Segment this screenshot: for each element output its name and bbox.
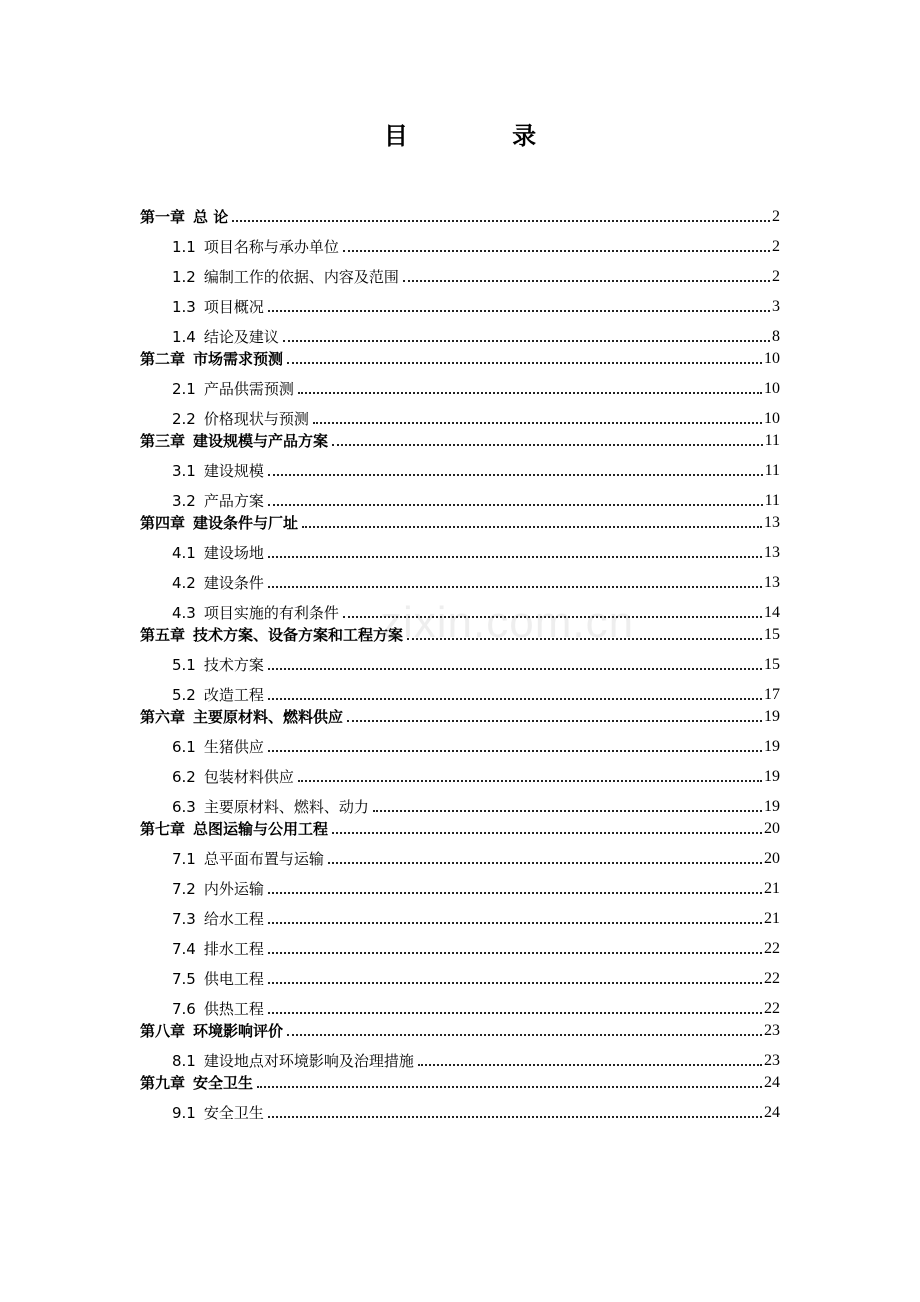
toc-entry-number: 2.2 bbox=[172, 410, 196, 428]
toc-page-number: 3 bbox=[772, 298, 780, 315]
toc-entry-label bbox=[140, 514, 300, 532]
toc-entry-label bbox=[172, 798, 371, 816]
toc-entry-number: 第二章 bbox=[140, 350, 186, 368]
toc-entry-label bbox=[172, 380, 296, 398]
toc-section-entry[interactable] bbox=[140, 786, 780, 816]
toc-section-entry[interactable] bbox=[140, 286, 780, 316]
toc-page-number: 22 bbox=[764, 1000, 780, 1017]
toc-entry-number: 1.1 bbox=[172, 238, 196, 256]
toc-section-entry[interactable] bbox=[140, 868, 780, 898]
toc-section-entry[interactable] bbox=[140, 644, 780, 674]
toc-entry-text: 生猪供应 bbox=[203, 738, 264, 756]
toc-entry-text: 总平面布置与运输 bbox=[203, 850, 324, 868]
toc-page-number: 22 bbox=[764, 970, 780, 987]
toc-entry-label bbox=[172, 656, 266, 674]
toc-page-number: 19 bbox=[764, 768, 780, 785]
dot-leader bbox=[302, 525, 762, 528]
toc-section-entry[interactable] bbox=[140, 1092, 780, 1122]
toc-page-number: 15 bbox=[764, 656, 780, 673]
toc-entry-number: 6.3 bbox=[172, 798, 196, 816]
toc-entry-label bbox=[140, 208, 230, 226]
toc-entry-text: 建设条件与厂址 bbox=[193, 514, 299, 532]
dot-leader bbox=[268, 891, 762, 894]
toc-entry-text: 改造工程 bbox=[203, 686, 264, 704]
toc-entry-number: 8.1 bbox=[172, 1052, 196, 1070]
toc-entry-label bbox=[172, 850, 326, 868]
toc-chapter-entry[interactable] bbox=[140, 622, 780, 644]
toc-chapter-entry[interactable] bbox=[140, 1070, 780, 1092]
dot-leader bbox=[257, 1085, 762, 1088]
page-title: 目 录 bbox=[383, 122, 585, 150]
toc-page-number: 21 bbox=[764, 880, 780, 897]
toc-entry-text: 供电工程 bbox=[203, 970, 264, 988]
toc-entry-number: 1.4 bbox=[172, 328, 196, 346]
dot-leader bbox=[418, 1063, 762, 1066]
toc-section-entry[interactable] bbox=[140, 838, 780, 868]
dot-leader bbox=[268, 951, 762, 954]
toc-page-number: 19 bbox=[764, 738, 780, 755]
toc-entry-number: 3.2 bbox=[172, 492, 196, 510]
toc-entry-label bbox=[140, 820, 330, 838]
toc-page-number: 11 bbox=[764, 432, 780, 449]
toc-entry-number: 3.1 bbox=[172, 462, 196, 480]
toc-entry-number: 6.2 bbox=[172, 768, 196, 786]
toc-entry-text: 市场需求预测 bbox=[193, 350, 284, 368]
dot-leader bbox=[268, 1011, 762, 1014]
toc-page-number: 24 bbox=[764, 1104, 780, 1121]
toc-entry-text: 供热工程 bbox=[203, 1000, 264, 1018]
toc-entry-label bbox=[172, 298, 266, 316]
toc-page-number: 11 bbox=[764, 492, 780, 509]
dot-leader bbox=[287, 1033, 762, 1036]
toc-page-number: 14 bbox=[764, 604, 780, 621]
toc-section-entry[interactable] bbox=[140, 398, 780, 428]
toc-entry-number: 5.2 bbox=[172, 686, 196, 704]
dot-leader bbox=[268, 981, 762, 984]
toc-entry-label bbox=[172, 940, 266, 958]
toc-section-entry[interactable] bbox=[140, 674, 780, 704]
dot-leader bbox=[268, 667, 762, 670]
toc-entry-label bbox=[172, 544, 266, 562]
dot-leader bbox=[283, 339, 770, 342]
watermark: zixin.com.cn bbox=[380, 598, 635, 647]
toc-entry-number: 7.6 bbox=[172, 1000, 196, 1018]
toc-entry-text: 总图运输与公用工程 bbox=[193, 820, 329, 838]
toc-entry-text: 产品供需预测 bbox=[203, 380, 294, 398]
toc-entry-number: 7.4 bbox=[172, 940, 196, 958]
toc-chapter-entry[interactable] bbox=[140, 428, 780, 450]
dot-leader bbox=[373, 809, 762, 812]
toc-page-number: 21 bbox=[764, 910, 780, 927]
toc-entry-number: 第七章 bbox=[140, 820, 186, 838]
toc-entry-number: 第五章 bbox=[140, 626, 186, 644]
toc-entry-label bbox=[172, 604, 341, 622]
dot-leader bbox=[332, 831, 762, 834]
toc-section-entry[interactable] bbox=[140, 928, 780, 958]
toc-entry-text: 价格现状与预测 bbox=[203, 410, 309, 428]
dot-leader bbox=[268, 555, 762, 558]
toc-entry-text: 给水工程 bbox=[203, 910, 264, 928]
toc-chapter-entry[interactable] bbox=[140, 346, 780, 368]
toc-page-number: 20 bbox=[764, 850, 780, 867]
toc-entry-text: 技术方案 bbox=[203, 656, 264, 674]
toc-chapter-entry[interactable] bbox=[140, 510, 780, 532]
dot-leader bbox=[347, 719, 762, 722]
toc-entry-number: 第一章 bbox=[140, 208, 186, 226]
table-of-contents bbox=[140, 204, 780, 1122]
toc-entry-label bbox=[172, 462, 266, 480]
toc-entry-label bbox=[172, 1000, 266, 1018]
toc-section-entry[interactable] bbox=[140, 368, 780, 398]
dot-leader bbox=[332, 443, 763, 446]
toc-entry-label bbox=[172, 970, 266, 988]
toc-entry-label bbox=[140, 1022, 285, 1040]
toc-entry-label bbox=[172, 328, 281, 346]
toc-section-entry[interactable] bbox=[140, 756, 780, 786]
toc-entry-number: 4.3 bbox=[172, 604, 196, 622]
dot-leader bbox=[328, 861, 762, 864]
toc-entry-text: 建设地点对环境影响及治理措施 bbox=[203, 1052, 414, 1070]
toc-entry-text: 项目名称与承办单位 bbox=[203, 238, 339, 256]
toc-page-number: 2 bbox=[772, 268, 780, 285]
toc-entry-label bbox=[172, 1052, 416, 1070]
toc-entry-number: 第六章 bbox=[140, 708, 186, 726]
toc-section-entry[interactable] bbox=[140, 898, 780, 928]
toc-entry-label bbox=[172, 880, 266, 898]
toc-entry-text: 包装材料供应 bbox=[203, 768, 294, 786]
dot-leader bbox=[343, 615, 762, 618]
toc-entry-number: 7.2 bbox=[172, 880, 196, 898]
toc-entry-label bbox=[140, 432, 330, 450]
toc-entry-text: 内外运输 bbox=[203, 880, 264, 898]
toc-entry-label bbox=[172, 574, 266, 592]
toc-page-number: 13 bbox=[764, 574, 780, 591]
toc-page-number: 24 bbox=[764, 1074, 780, 1091]
toc-entry-label bbox=[140, 626, 405, 644]
toc-entry-number: 第八章 bbox=[140, 1022, 186, 1040]
toc-chapter-entry[interactable] bbox=[140, 704, 780, 726]
dot-leader bbox=[407, 637, 762, 640]
toc-page-number: 11 bbox=[764, 462, 780, 479]
toc-page-number: 2 bbox=[772, 238, 780, 255]
toc-section-entry[interactable] bbox=[140, 316, 780, 346]
toc-entry-text: 项目实施的有利条件 bbox=[203, 604, 339, 622]
toc-entry-label bbox=[172, 738, 266, 756]
toc-chapter-entry[interactable] bbox=[140, 816, 780, 838]
toc-entry-label bbox=[172, 410, 311, 428]
dot-leader bbox=[403, 279, 770, 282]
dot-leader bbox=[298, 779, 762, 782]
toc-entry-label bbox=[172, 768, 296, 786]
toc-entry-number: 2.1 bbox=[172, 380, 196, 398]
dot-leader bbox=[287, 361, 762, 364]
toc-page-number: 10 bbox=[764, 350, 780, 367]
dot-leader bbox=[298, 391, 762, 394]
toc-section-entry[interactable] bbox=[140, 726, 780, 756]
toc-entry-text: 安全卫生 bbox=[193, 1074, 254, 1092]
dot-leader bbox=[232, 219, 770, 222]
toc-entry-text: 结论及建议 bbox=[203, 328, 279, 346]
dot-leader bbox=[268, 921, 762, 924]
toc-entry-number: 第四章 bbox=[140, 514, 186, 532]
toc-entry-label bbox=[172, 1104, 266, 1122]
toc-entry-label bbox=[172, 492, 266, 510]
toc-section-entry[interactable] bbox=[140, 1040, 780, 1070]
toc-entry-text: 建设场地 bbox=[203, 544, 264, 562]
dot-leader bbox=[268, 585, 762, 588]
toc-section-entry[interactable] bbox=[140, 450, 780, 480]
toc-entry-number: 7.3 bbox=[172, 910, 196, 928]
toc-entry-number: 6.1 bbox=[172, 738, 196, 756]
toc-page-number: 23 bbox=[764, 1052, 780, 1069]
toc-entry-number: 9.1 bbox=[172, 1104, 196, 1122]
toc-page-number: 17 bbox=[764, 686, 780, 703]
toc-entry-text: 建设规模 bbox=[203, 462, 264, 480]
toc-chapter-entry[interactable] bbox=[140, 204, 780, 226]
dot-leader bbox=[268, 309, 770, 312]
dot-leader bbox=[268, 749, 762, 752]
toc-entry-number: 4.1 bbox=[172, 544, 196, 562]
toc-entry-label bbox=[140, 350, 285, 368]
toc-page-number: 13 bbox=[764, 544, 780, 561]
toc-page-number: 19 bbox=[764, 798, 780, 815]
toc-page-number: 23 bbox=[764, 1022, 780, 1039]
toc-section-entry[interactable] bbox=[140, 256, 780, 286]
toc-section-entry[interactable] bbox=[140, 480, 780, 510]
toc-entry-text: 建设规模与产品方案 bbox=[193, 432, 329, 450]
toc-section-entry[interactable] bbox=[140, 532, 780, 562]
toc-entry-label bbox=[140, 708, 345, 726]
toc-entry-label bbox=[172, 686, 266, 704]
toc-entry-number: 第九章 bbox=[140, 1074, 186, 1092]
toc-entry-text: 主要原材料、燃料供应 bbox=[193, 708, 344, 726]
toc-section-entry[interactable] bbox=[140, 226, 780, 256]
toc-entry-number: 第三章 bbox=[140, 432, 186, 450]
toc-page-number: 13 bbox=[764, 514, 780, 531]
dot-leader bbox=[268, 503, 763, 506]
toc-section-entry[interactable] bbox=[140, 988, 780, 1018]
toc-page-number: 8 bbox=[772, 328, 780, 345]
toc-section-entry[interactable] bbox=[140, 958, 780, 988]
toc-entry-text: 项目概况 bbox=[203, 298, 264, 316]
toc-entry-text: 环境影响评价 bbox=[193, 1022, 284, 1040]
dot-leader bbox=[268, 1115, 762, 1118]
toc-entry-label bbox=[172, 910, 266, 928]
toc-entry-number: 7.1 bbox=[172, 850, 196, 868]
toc-section-entry[interactable] bbox=[140, 592, 780, 622]
toc-entry-text: 编制工作的依据、内容及范围 bbox=[203, 268, 399, 286]
toc-page-number: 10 bbox=[764, 380, 780, 397]
toc-entry-text: 安全卫生 bbox=[203, 1104, 264, 1122]
toc-entry-label bbox=[172, 268, 401, 286]
toc-page-number: 2 bbox=[772, 208, 780, 225]
toc-entry-number: 1.2 bbox=[172, 268, 196, 286]
dot-leader bbox=[313, 421, 762, 424]
toc-entry-number: 5.1 bbox=[172, 656, 196, 674]
toc-entry-label bbox=[172, 238, 341, 256]
dot-leader bbox=[343, 249, 770, 252]
toc-entry-number: 7.5 bbox=[172, 970, 196, 988]
toc-page-number: 10 bbox=[764, 410, 780, 427]
toc-page-number: 22 bbox=[764, 940, 780, 957]
toc-page-number: 20 bbox=[764, 820, 780, 837]
toc-entry-text: 技术方案、设备方案和工程方案 bbox=[193, 626, 404, 644]
toc-entry-text: 产品方案 bbox=[203, 492, 264, 510]
toc-entry-number: 4.2 bbox=[172, 574, 196, 592]
toc-entry-text: 建设条件 bbox=[203, 574, 264, 592]
toc-entry-text: 主要原材料、燃料、动力 bbox=[203, 798, 369, 816]
toc-entry-number: 1.3 bbox=[172, 298, 196, 316]
toc-entry-text: 排水工程 bbox=[203, 940, 264, 958]
toc-entry-text: 总 论 bbox=[193, 208, 229, 226]
toc-chapter-entry[interactable] bbox=[140, 1018, 780, 1040]
dot-leader bbox=[268, 697, 762, 700]
toc-section-entry[interactable] bbox=[140, 562, 780, 592]
dot-leader bbox=[268, 473, 763, 476]
toc-page-number: 15 bbox=[764, 626, 780, 643]
toc-entry-label bbox=[140, 1074, 255, 1092]
toc-page-number: 19 bbox=[764, 708, 780, 725]
